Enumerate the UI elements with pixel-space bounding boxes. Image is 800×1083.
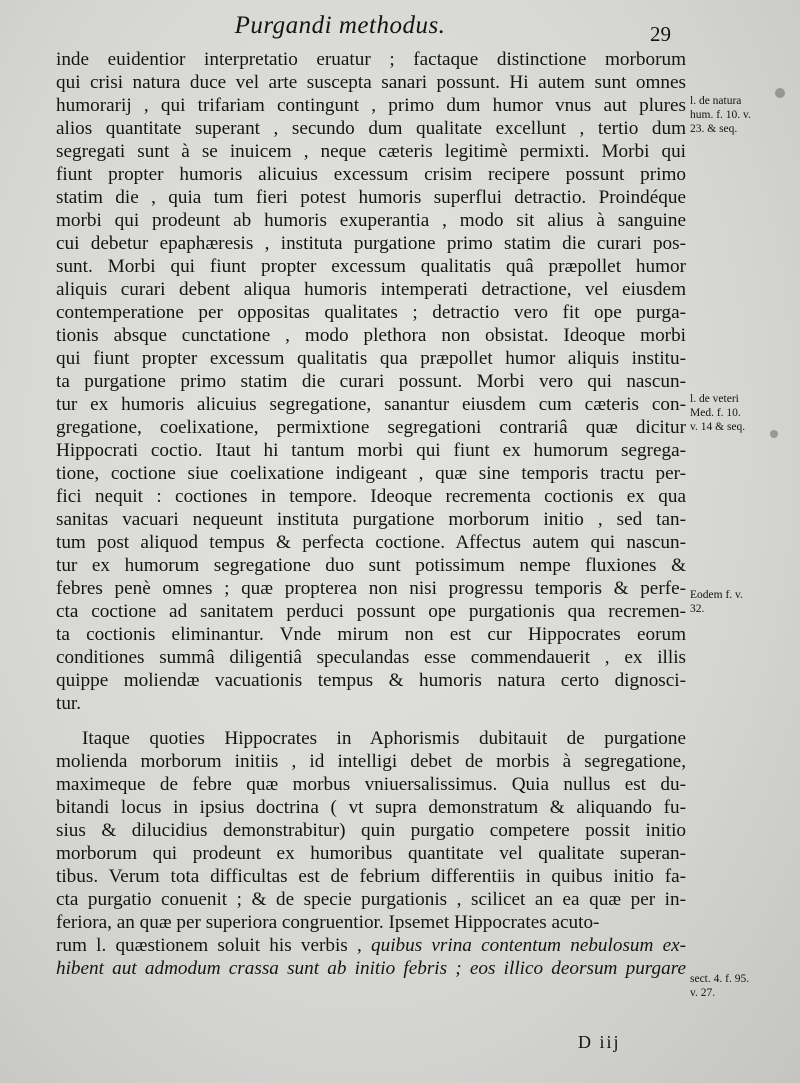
paragraph-line: tur ex humoris alicuius segregatione, sanantur eiusdem cum cæteris con-	[56, 394, 686, 415]
paragraph-line: ta coctionis eliminantur. Vnde mirum non est cur Hippocrates eorum	[56, 624, 686, 645]
paragraph-line: Itaque quoties Hippocrates in Aphorismis dubitauit de purgatione	[82, 728, 686, 749]
paragraph-line: maximeque de febre quæ morbus vniuersalissimus. Quia nullus est du-	[56, 774, 686, 795]
paragraph-1	[56, 48, 686, 715]
paragraph-line: quippe moliendæ vacuationis tempus & humoris natura certo dignosci-	[56, 670, 686, 691]
paragraph-line: hibent aut admodum crassa sunt ab initio febris ; eos illico deorsum purgare	[56, 958, 686, 979]
paragraph-line: cta coctione ad sanitatem perduci possunt ope purgationis qua recremen-	[56, 601, 686, 622]
ink-spot	[775, 88, 785, 98]
paragraph-line: qui fiunt propter excessum qualitatis qua præpollet humor aliquis institu-	[56, 348, 686, 369]
paragraph-line: tur.	[56, 693, 82, 714]
paragraph-line: conditiones summâ diligentiâ speculandas esse commendauerit , ex illis	[56, 647, 686, 668]
paragraph-line: tibus. Verum tota difficultas est de febrium differentiis in quibus initio fa-	[56, 866, 686, 887]
margin-note-1: l. de natura hum. f. 10. v. 23. & seq.	[690, 95, 751, 135]
paragraph-2	[56, 727, 686, 934]
body-text	[56, 48, 686, 980]
ink-spot	[770, 430, 778, 438]
paragraph-line: tione, coctione siue coelixatione indigeant , quæ sine temporis tractu per-	[56, 463, 686, 484]
margin-note-2: l. de veteri Med. f. 10. v. 14 & seq.	[690, 393, 746, 433]
paragraph-line: cui debetur epaphæresis , instituta purgatione primo statim die curari pos-	[56, 233, 686, 254]
margin-note-4: sect. 4. f. 95. v. 27.	[690, 973, 750, 999]
paragraph-line: morborum qui prodeunt ex humoribus quantitate vel qualitate superan-	[56, 843, 686, 864]
paragraph-line: cta purgatio conuenit ; & de specie purgationis , scilicet an ea quæ per in-	[56, 889, 686, 910]
margin-note-3: Eodem f. v. 32.	[690, 589, 743, 615]
paragraph-line: sunt. Morbi qui fiunt propter excessum qualitatis quâ præpollet humor	[56, 256, 686, 277]
paragraph-line: bitandi locus in ipsius doctrina ( vt supra demonstratum & aliquando fu-	[56, 797, 686, 818]
paragraph-line: segregati sunt à se inuicem , neque cæteris legitimè permixti. Morbi qui	[56, 141, 686, 162]
paragraph-line: ta purgatione primo statim die curari possunt. Morbi vero qui nascun-	[56, 371, 686, 392]
paragraph-line: qui crisi natura duce vel arte suscepta sanari possunt. Hi autem sunt omnes	[56, 72, 686, 93]
signature-mark: D iij	[578, 1032, 621, 1052]
running-head: Purgandi methodus.	[234, 12, 446, 39]
paragraph-line: sius & dilucidius demonstrabitur) quin purgatio competere possit initio	[56, 820, 686, 841]
paragraph-line: aliquis curari debent aliqua humoris intemperati detractione, vel eiusdem	[56, 279, 686, 300]
page-number: 29	[650, 22, 671, 46]
paragraph-line: morbi qui prodeunt ab humoris exuperantia , modo sit alius à sanguine	[56, 210, 686, 231]
paragraph-line: Hippocrati coctio. Itaut hi tantum morbi qui fiunt ex humorum segrega-	[56, 440, 686, 461]
paragraph-line: fici nequit : coctiones in tempore. Ideoque recrementa coctionis ex qua	[56, 486, 686, 507]
paragraph-line: feriora, an quæ per superiora congruentior. Ipsemet Hippocrates acuto-	[56, 912, 600, 933]
paragraph-line: gregatione, coelixatione, permixtione segregationi contrariâ quæ dicitur	[56, 417, 686, 438]
paragraph-line: tum post aliquod tempus & perfecta coctione. Affectus autem qui nascun-	[56, 532, 686, 553]
paragraph-line: alios quantitate superant , secundo dum qualitate excellunt , tertio dum	[56, 118, 686, 139]
paragraph-line: sanitas vacuari nequeunt instituta purgatione morborum initio , sed tan-	[56, 509, 686, 530]
paragraph-line: fiunt propter humoris alicuius excessum crisim recipere possunt primo	[56, 164, 686, 185]
paragraph-line: rum l. quæstionem soluit his verbis , quibus vrina contentum nebulosum ex-	[56, 935, 686, 956]
paragraph-line: statim die , quia tum fieri potest humoris superflui detractio. Proindéque	[56, 187, 686, 208]
paragraph-line: tionis absque cunctatione , modo plethora non obsistat. Ideoque morbi	[56, 325, 686, 346]
paragraph-line: inde euidentior interpretatio eruatur ; factaque distinctione morborum	[56, 49, 686, 70]
paragraph-line: contemperatione per oppositas qualitates ; detractio vero fit ope purga-	[56, 302, 686, 323]
paragraph-line: tur ex humorum segregatione duo sunt potissimum nempe fluxiones &	[56, 555, 686, 576]
paragraph-line: humorarij , qui trifariam contingunt , primo dum humor vnus aut plures	[56, 95, 686, 116]
paragraph-line: febres penè omnes ; quæ propterea non nisi progressu temporis & perfe-	[56, 578, 686, 599]
paragraph-line: molienda morborum initiis , id intelligi debet de morbis à segregatione,	[56, 751, 686, 772]
